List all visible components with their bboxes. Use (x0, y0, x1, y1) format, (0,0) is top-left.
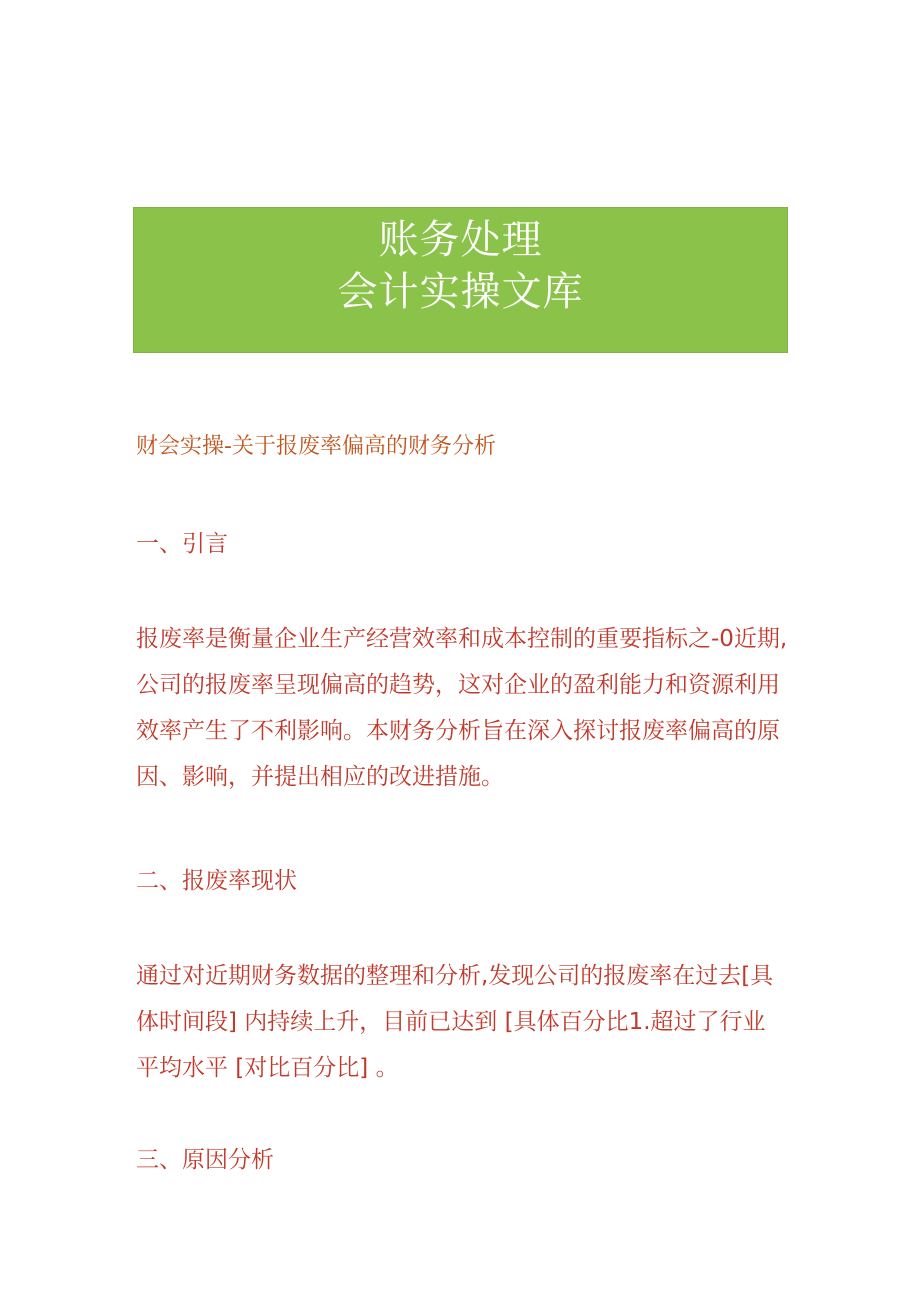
paragraph-line: 报废率是衡量企业生产经营效率和成本控制的重要指标之-0近期, (136, 626, 788, 652)
document-title: 财会实操-关于报废率偏高的财务分析 (136, 434, 496, 459)
section-paragraph-current-status (136, 953, 796, 1091)
header-banner (133, 207, 788, 353)
paragraph-line: 通过对近期财务数据的整理和分析,发现公司的报废率在过去[具 (136, 963, 774, 989)
paragraph-line: 效率产生了不利影响。本财务分析旨在深入探讨报废率偏高的原 (136, 718, 780, 744)
paragraph-line: 公司的报废率呈现偏高的趋势，这对企业的盈利能力和资源利用 (136, 672, 780, 698)
section-heading-current-status: 二、报废率现状 (136, 868, 297, 894)
section-paragraph-introduction (136, 616, 796, 800)
section-heading-introduction: 一、引言 (136, 531, 228, 557)
banner-title-line-2: 会计实操文库 (337, 269, 584, 315)
paragraph-line: 因、影响，并提出相应的改进措施。 (136, 764, 504, 790)
paragraph-line: 体时间段] 内持续上升，目前已达到 [具体百分比1.超过了行业 (136, 1009, 766, 1035)
paragraph-line: 平均水平 [对比百分比] 。 (136, 1055, 399, 1081)
section-heading-cause-analysis: 三、原因分析 (136, 1147, 274, 1173)
banner-title-line-1: 账务处理 (378, 217, 543, 263)
